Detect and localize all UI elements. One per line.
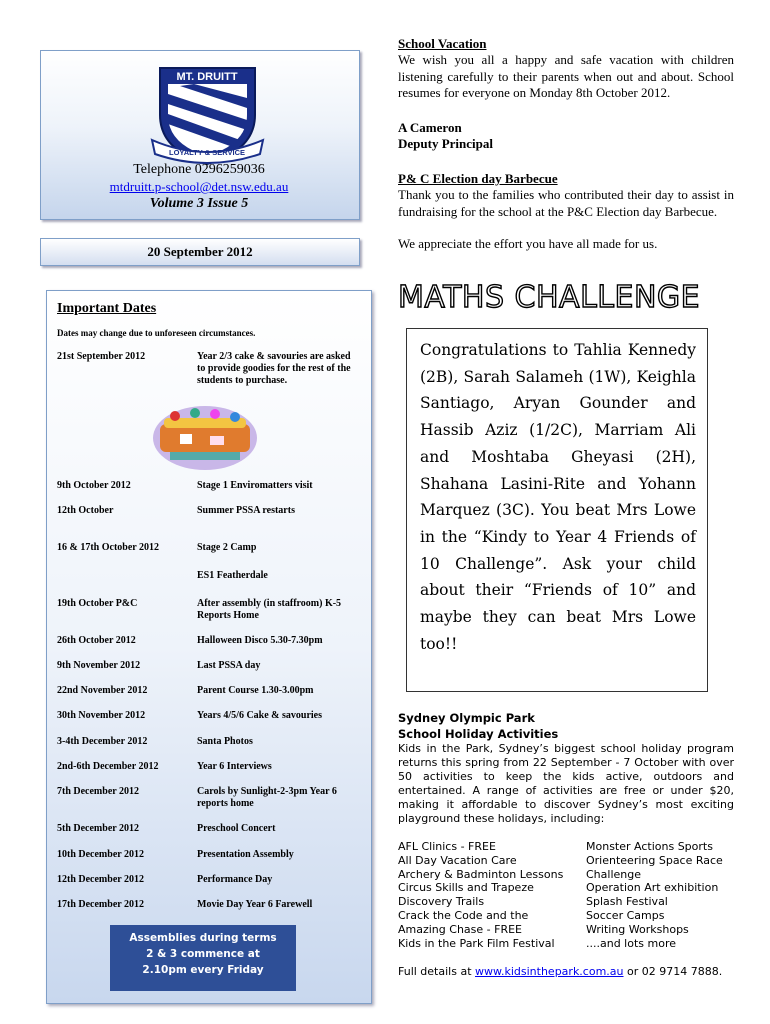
activity-item: Kids in the Park Film Festival — [398, 936, 555, 950]
event-date: 10th December 2012 — [57, 849, 145, 860]
olympic-park-section — [398, 710, 734, 826]
assemblies-line: Assemblies during terms — [129, 932, 277, 944]
activity-item: All Day Vacation Care — [398, 853, 517, 867]
event-desc: Preschool Concert — [197, 823, 276, 834]
vacation-role: Deputy Principal — [398, 136, 493, 151]
event-desc: Year 2/3 cake & savouries are asked to provide goodies for the rest of the students to purchase. — [197, 351, 351, 386]
event-date: 5th December 2012 — [57, 823, 140, 834]
activity-item: Soccer Camps — [586, 908, 665, 922]
event-date: 17th December 2012 — [57, 899, 145, 910]
logo-banner-text: LOYALTY & SERVICE — [169, 148, 245, 157]
activity-item: Circus Skills and Trapeze — [398, 881, 534, 895]
maths-challenge-text: Congratulations to Tahlia Kennedy (2B), Sarah Salameh (1W), Keighla Santiago, Aryan Gounder and Hassib Aziz (1/2C), Marriam Ali and Moshtaba Gheyasi (2H), Shahana Lasini-Rite and Yohann Marquez (3C). You beat Mrs Lowe in the “Kindy to Year 4 Friends of 10 Challenge”. Ask your child about their “Friends of 10” and maybe they can beat Mrs Lowe too!! — [420, 341, 696, 653]
email-link[interactable]: mtdruitt.p-school@det.nsw.edu.au — [109, 179, 289, 194]
bbq-heading: P& C Election day Barbecue — [398, 171, 558, 186]
full-details-line — [398, 965, 722, 978]
footer-prefix: Full details at — [398, 965, 475, 978]
event-desc: After assembly (in staffroom) K-5 Reports Home — [197, 598, 342, 621]
event-desc: Presentation Assembly — [197, 849, 294, 860]
event-desc: ES1 Featherdale — [197, 570, 268, 581]
activity-item: Writing Workshops — [586, 922, 689, 936]
event-date: 30th November 2012 — [57, 710, 146, 721]
vacation-heading: School Vacation — [398, 36, 487, 51]
event-desc: Stage 1 Enviromatters visit — [197, 480, 313, 491]
volume-issue: Volume 3 Issue 5 — [149, 196, 249, 211]
event-desc: Summer PSSA restarts — [197, 505, 295, 516]
event-desc: Halloween Disco 5.30-7.30pm — [197, 635, 323, 646]
footer-suffix: or 02 9714 7888. — [623, 965, 723, 978]
event-date: 2nd-6th December 2012 — [57, 761, 159, 772]
event-date: 12th October — [57, 505, 114, 516]
activity-item: Orienteering Space Race — [586, 853, 723, 867]
event-desc: Year 6 Interviews — [197, 761, 272, 772]
event-desc: Performance Day — [197, 874, 273, 885]
activity-item: Splash Festival — [586, 895, 668, 909]
event-desc: Carols by Sunlight-2-3pm Year 6 reports home — [197, 786, 337, 809]
event-date: 21st September 2012 — [57, 351, 146, 362]
phone-number: Telephone 0296259036 — [133, 162, 265, 177]
issue-date: 20 September 2012 — [40, 238, 360, 266]
event-date: 12th December 2012 — [57, 874, 145, 885]
activity-item: Amazing Chase - FREE — [398, 922, 522, 936]
bbq-body: Thank you to the families who contributed their day to assist in fundraising for the school at the P&C Election day Barbecue. — [398, 187, 734, 219]
event-desc: Stage 2 Camp — [197, 542, 257, 553]
event-desc: Santa Photos — [197, 736, 253, 747]
activities-right-column — [586, 840, 723, 950]
activity-item: Monster Actions Sports — [586, 840, 713, 853]
logo-title-text: MT. DRUITT — [176, 71, 238, 83]
activity-item: Discovery Trails — [398, 895, 485, 909]
olympic-body: Kids in the Park, Sydney’s biggest school holiday program returns this spring from 22 September - 7 October with over 50 activities to keep the kids active, outdoors and entertained. A range of activities are free or under $20, making it affordable to discover Sydney’s most exciting playground these holidays, including: — [398, 742, 734, 825]
event-date: 22nd November 2012 — [57, 685, 148, 696]
event-date: 19th October P&C — [57, 598, 138, 609]
assemblies-notice — [110, 925, 296, 991]
activity-item: Operation Art exhibition — [586, 881, 719, 895]
vacation-signature: A Cameron — [398, 120, 462, 135]
important-dates-title: Important Dates — [57, 301, 157, 316]
olympic-subheading: School Holiday Activities — [398, 727, 559, 741]
activity-item: Challenge — [586, 867, 641, 881]
activity-item: ....and lots more — [586, 936, 676, 950]
event-date: 26th October 2012 — [57, 635, 136, 646]
event-desc: Years 4/5/6 Cake & savouries — [197, 710, 322, 721]
event-desc: Parent Course 1.30-3.00pm — [197, 685, 314, 696]
activities-left-column — [398, 840, 563, 950]
important-dates-note: Dates may change due to unforeseen circumstances. — [57, 328, 256, 338]
event-desc: Movie Day Year 6 Farewell — [197, 899, 313, 910]
party-cake-illustration — [150, 398, 260, 472]
bbq-appreciation: We appreciate the effort you have all made for us. — [398, 236, 658, 251]
event-date: 9th October 2012 — [57, 480, 131, 491]
event-date: 3-4th December 2012 — [57, 736, 148, 747]
activity-item: AFL Clinics - FREE — [398, 840, 496, 853]
maths-challenge-title: MATHS CHALLENGE — [398, 280, 701, 315]
olympic-heading: Sydney Olympic Park — [398, 711, 535, 725]
event-date: 9th November 2012 — [57, 660, 141, 671]
school-crest-logo — [150, 60, 265, 166]
activity-item: Crack the Code and the — [398, 908, 529, 922]
event-date: 7th December 2012 — [57, 786, 140, 797]
vacation-body: We wish you all a happy and safe vacation with children listening carefully to their parents when out and about. School resumes for everyone on Monday 8th October 2012. — [398, 52, 734, 100]
event-desc: Last PSSA day — [197, 660, 261, 671]
kidsinthepark-link[interactable]: www.kidsinthepark.com.au — [475, 965, 624, 978]
assemblies-line: 2.10pm every Friday — [142, 964, 264, 976]
assemblies-line: 2 & 3 commence at — [146, 948, 260, 960]
event-date: 16 & 17th October 2012 — [57, 542, 160, 553]
activity-item: Archery & Badminton Lessons — [398, 867, 564, 881]
